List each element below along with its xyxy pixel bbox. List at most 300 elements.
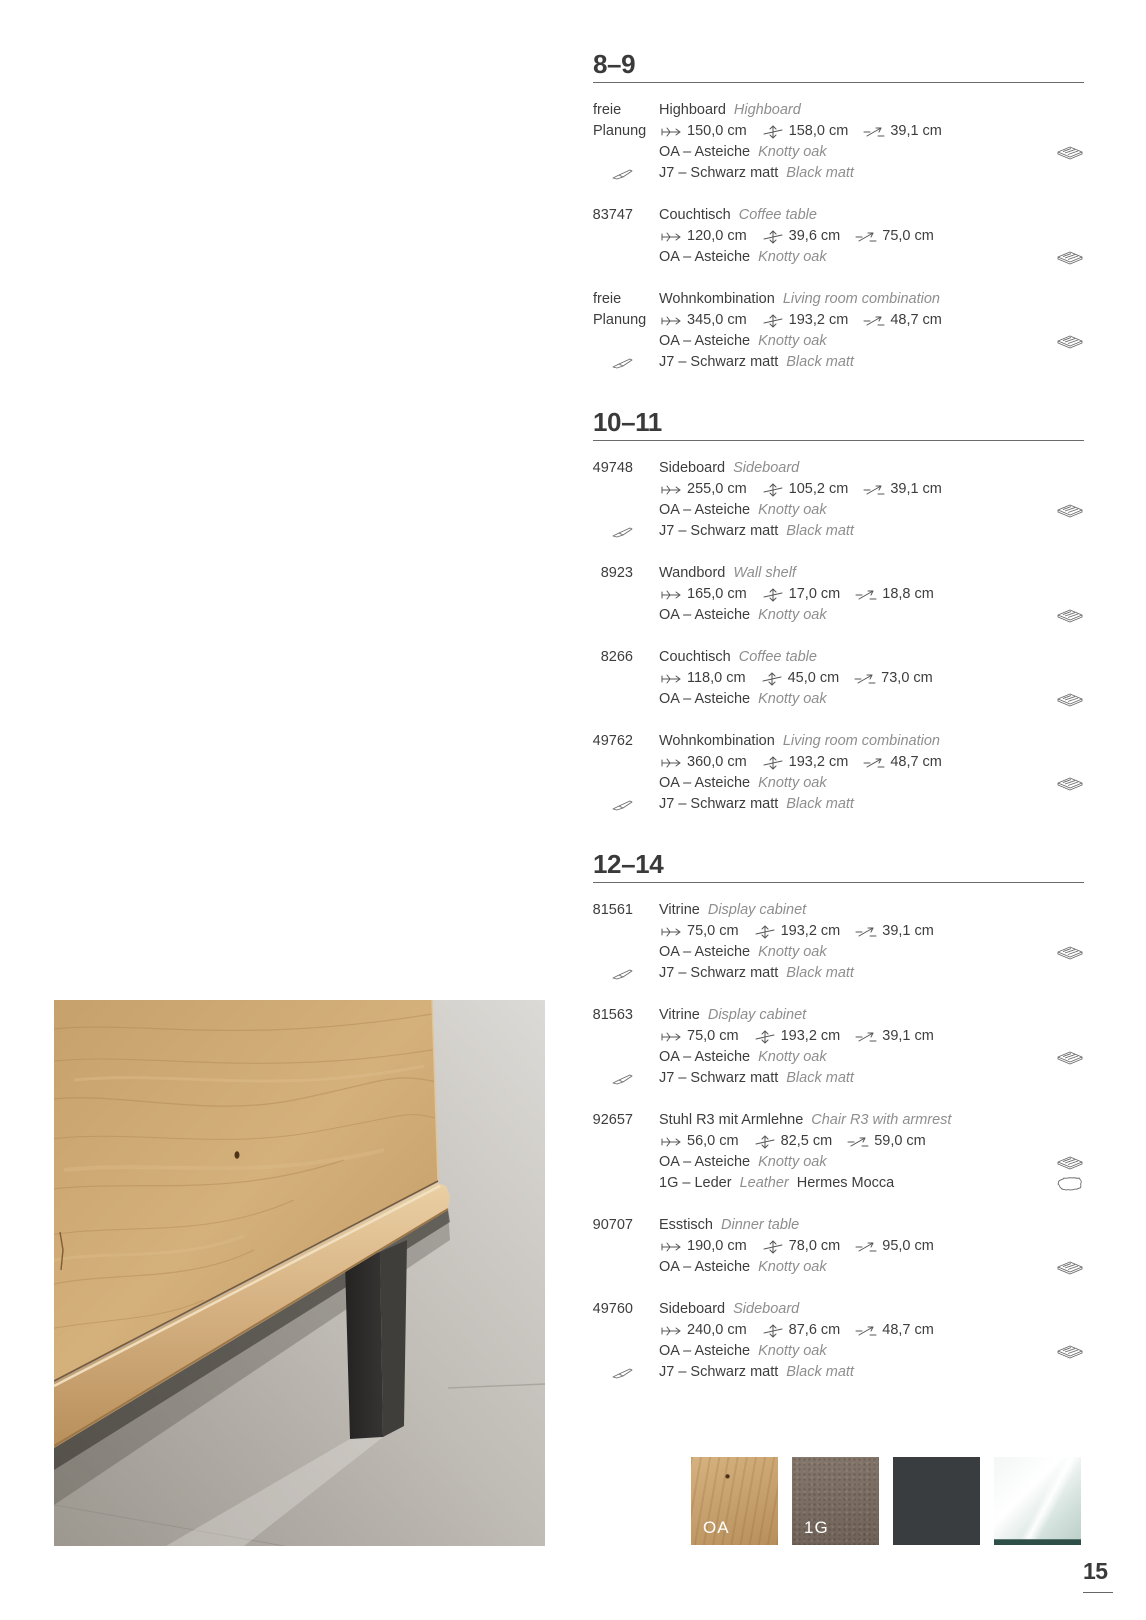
product-name-en: Display cabinet — [707, 1007, 807, 1023]
main-cell — [659, 963, 1054, 984]
icon-cell — [1054, 794, 1084, 815]
material-label-en: Knotty oak — [758, 333, 827, 349]
code-cell — [593, 647, 659, 668]
product-name-en: Coffee table — [738, 649, 817, 665]
icon-cell — [1054, 1299, 1084, 1320]
height-icon — [761, 230, 787, 244]
material-row — [593, 605, 1084, 626]
product-code: 83747 — [592, 207, 633, 223]
code-cell — [593, 689, 659, 710]
width-icon — [659, 1240, 685, 1254]
dimension — [761, 1236, 841, 1257]
material-label-en: Knotty oak — [758, 1259, 827, 1275]
dimension-value: 75,0 cm — [687, 1028, 739, 1044]
name-row — [593, 563, 1084, 584]
material-label: J7 – Schwarz matt — [659, 354, 779, 370]
catalog-section — [593, 404, 1084, 815]
dimension-value: 56,0 cm — [687, 1133, 739, 1149]
main-cell — [659, 500, 1054, 521]
swatch-glass — [994, 1457, 1081, 1545]
icon-cell — [1054, 121, 1084, 142]
dimensions-row — [593, 1236, 1084, 1257]
code-cell — [593, 794, 659, 815]
icon-cell — [1054, 1131, 1084, 1152]
code-cell — [593, 352, 659, 373]
swatch-label: OA — [703, 1518, 730, 1537]
icon-cell — [1054, 1026, 1084, 1047]
code-cell — [593, 1215, 659, 1236]
product-entry — [593, 563, 1084, 626]
material-label-en: Knotty oak — [758, 144, 827, 160]
swatch-knotty-oak — [691, 1457, 778, 1545]
dimension — [854, 1026, 934, 1047]
icon-cell — [1054, 752, 1084, 773]
lacquer-icon — [611, 168, 633, 180]
code-cell — [593, 479, 659, 500]
code-cell — [593, 942, 659, 963]
product-list — [593, 458, 1084, 815]
dimension — [659, 310, 747, 331]
wood-icon — [1056, 250, 1084, 266]
main-cell — [659, 668, 1054, 689]
swatch-black-matt — [893, 1457, 980, 1545]
dimension-value: 118,0 cm — [687, 670, 746, 686]
dimension-value: 120,0 cm — [687, 228, 747, 244]
section-heading: 12–14 — [593, 846, 1084, 883]
dimension-value: 193,2 cm — [788, 312, 849, 328]
icon-cell — [1054, 584, 1084, 605]
icon-cell — [1054, 100, 1084, 121]
dimension-value: 87,6 cm — [788, 1322, 841, 1338]
product-name: Wohnkombination — [659, 733, 775, 749]
material-label: OA – Asteiche — [659, 502, 751, 518]
page-number: 15 — [1083, 1556, 1113, 1593]
catalog-section — [593, 46, 1084, 373]
product-entry — [593, 100, 1084, 184]
name-row — [593, 1299, 1084, 1320]
dimension-value: 193,2 cm — [788, 754, 849, 770]
icon-cell — [1054, 1215, 1084, 1236]
icon-cell — [1054, 310, 1084, 331]
main-cell — [659, 352, 1054, 373]
icon-cell — [1054, 1236, 1084, 1257]
main-cell — [659, 1341, 1054, 1362]
material-row — [593, 794, 1084, 815]
code-cell — [593, 1026, 659, 1047]
dimension-value: 78,0 cm — [788, 1238, 841, 1254]
material-label-en: Knotty oak — [758, 502, 827, 518]
code-cell — [593, 247, 659, 268]
material-label: J7 – Schwarz matt — [659, 796, 779, 812]
material-label-en: Knotty oak — [758, 1049, 827, 1065]
code-cell — [593, 521, 659, 542]
width-icon — [659, 756, 685, 770]
dimensions-row — [593, 1320, 1084, 1341]
main-cell — [659, 647, 1054, 668]
code-cell — [593, 900, 659, 921]
code-cell — [593, 1320, 659, 1341]
icon-cell — [1054, 1257, 1084, 1278]
product-name-en: Highboard — [733, 102, 801, 118]
icon-cell — [1054, 331, 1084, 352]
product-code: 49762 — [592, 733, 633, 749]
icon-cell — [1054, 1005, 1084, 1026]
depth-icon — [862, 756, 888, 770]
main-cell — [659, 458, 1054, 479]
product-code: 81563 — [592, 1007, 633, 1023]
depth-icon — [854, 588, 880, 602]
dimension — [753, 1131, 833, 1152]
material-row — [593, 689, 1084, 710]
material-row — [593, 331, 1084, 352]
dimensions-row — [593, 226, 1084, 247]
icon-cell — [1054, 921, 1084, 942]
code-cell — [593, 1005, 659, 1026]
code-cell — [593, 1257, 659, 1278]
product-name: Esstisch — [659, 1217, 713, 1233]
dimension — [854, 584, 934, 605]
product-name: Sideboard — [659, 460, 726, 476]
code-cell — [593, 1362, 659, 1383]
main-cell — [659, 584, 1054, 605]
dimension — [659, 121, 747, 142]
material-label-en: Knotty oak — [758, 1343, 827, 1359]
main-cell — [659, 1236, 1054, 1257]
material-swatches — [691, 1457, 1081, 1545]
height-icon — [753, 1135, 779, 1149]
dimension-value: 39,1 cm — [890, 123, 942, 139]
main-cell — [659, 773, 1054, 794]
name-row — [593, 1110, 1084, 1131]
dimension-value: 193,2 cm — [780, 923, 841, 939]
dimension-value: 73,0 cm — [881, 670, 933, 686]
dimension — [753, 921, 841, 942]
material-label-en: Knotty oak — [758, 944, 827, 960]
product-name-en: Living room combination — [782, 291, 940, 307]
main-cell — [659, 1152, 1054, 1173]
main-cell — [659, 521, 1054, 542]
material-row — [593, 163, 1084, 184]
icon-cell — [1054, 1047, 1084, 1068]
dimensions-row — [593, 310, 1084, 331]
icon-cell — [1054, 458, 1084, 479]
lacquer-icon — [611, 799, 633, 811]
code-cell — [593, 310, 659, 331]
product-entry — [593, 1005, 1084, 1089]
wood-icon — [1056, 503, 1084, 519]
product-name: Couchtisch — [659, 207, 731, 223]
code-cell — [593, 1131, 659, 1152]
main-cell — [659, 563, 1054, 584]
dimension — [659, 226, 747, 247]
dimension-value: 39,1 cm — [890, 481, 942, 497]
material-label-en: Black matt — [786, 1364, 854, 1380]
cabinet-leg — [345, 1240, 407, 1439]
sideboard-leg-detail-image — [54, 1000, 545, 1546]
dimensions-row — [593, 479, 1084, 500]
code-cell — [593, 1068, 659, 1089]
product-entry — [593, 1215, 1084, 1278]
code-cell — [593, 752, 659, 773]
dimension-value: 39,1 cm — [882, 1028, 934, 1044]
main-cell — [659, 942, 1054, 963]
dimension — [854, 226, 934, 247]
icon-cell — [1054, 1068, 1084, 1089]
main-cell — [659, 752, 1054, 773]
dimension — [853, 668, 933, 689]
dimension-value: 165,0 cm — [687, 586, 747, 602]
main-cell — [659, 1026, 1054, 1047]
code-cell — [593, 1236, 659, 1257]
main-cell — [659, 247, 1054, 268]
product-code: 90707 — [592, 1217, 633, 1233]
main-cell — [659, 731, 1054, 752]
material-label: OA – Asteiche — [659, 1259, 751, 1275]
dimension-value: 105,2 cm — [788, 481, 849, 497]
product-list — [593, 900, 1084, 1383]
main-cell — [659, 794, 1054, 815]
height-icon — [760, 672, 786, 686]
dimension-value: 360,0 cm — [687, 754, 747, 770]
material-label-en: Knotty oak — [758, 691, 827, 707]
main-cell — [659, 1173, 1054, 1194]
icon-cell — [1054, 352, 1084, 373]
name-row — [593, 205, 1084, 226]
icon-cell — [1054, 689, 1084, 710]
code-cell — [593, 121, 659, 142]
icon-cell — [1054, 289, 1084, 310]
product-entry — [593, 731, 1084, 815]
icon-cell — [1054, 479, 1084, 500]
width-icon — [659, 314, 685, 328]
dimension — [659, 584, 747, 605]
code-cell — [593, 205, 659, 226]
dimension — [862, 310, 942, 331]
material-row — [593, 1257, 1084, 1278]
material-label-en: Black matt — [786, 965, 854, 981]
material-row — [593, 1341, 1084, 1362]
main-cell — [659, 1215, 1054, 1236]
width-icon — [659, 925, 685, 939]
dimension-value: 255,0 cm — [687, 481, 747, 497]
dimensions-row — [593, 121, 1084, 142]
material-label: J7 – Schwarz matt — [659, 165, 779, 181]
lacquer-icon — [611, 1073, 633, 1085]
product-name-en: Sideboard — [733, 1301, 800, 1317]
name-row — [593, 1005, 1084, 1026]
product-code: Planung — [593, 312, 647, 328]
material-label-en: Black matt — [786, 523, 854, 539]
dimension-value: 82,5 cm — [780, 1133, 833, 1149]
material-label-en: Knotty oak — [758, 1154, 827, 1170]
width-icon — [659, 672, 685, 686]
code-cell — [593, 1047, 659, 1068]
dimensions-row — [593, 921, 1084, 942]
code-cell — [593, 921, 659, 942]
main-cell — [659, 205, 1054, 226]
material-label-en: Black matt — [786, 354, 854, 370]
wood-icon — [1056, 1155, 1084, 1171]
material-row — [593, 352, 1084, 373]
dimension — [659, 1026, 739, 1047]
code-cell — [593, 605, 659, 626]
material-label: J7 – Schwarz matt — [659, 965, 779, 981]
height-icon — [761, 588, 787, 602]
product-code: 49748 — [592, 460, 633, 476]
product-name-en: Chair R3 with armrest — [811, 1112, 952, 1128]
depth-icon — [846, 1135, 872, 1149]
dimension — [761, 752, 849, 773]
code-cell — [593, 500, 659, 521]
material-label: OA – Asteiche — [659, 1154, 751, 1170]
material-row — [593, 1068, 1084, 1089]
code-cell — [593, 584, 659, 605]
material-label-en: Leather — [739, 1175, 789, 1191]
code-cell — [593, 1173, 659, 1194]
code-cell — [593, 289, 659, 310]
lacquer-icon — [611, 526, 633, 538]
name-row — [593, 458, 1084, 479]
material-row — [593, 963, 1084, 984]
icon-cell — [1054, 1173, 1084, 1194]
dimension — [854, 1320, 934, 1341]
product-name: Highboard — [659, 102, 726, 118]
dimensions-row — [593, 752, 1084, 773]
dimension-value: 45,0 cm — [787, 670, 840, 686]
depth-icon — [853, 672, 879, 686]
dimension-value: 48,7 cm — [890, 754, 942, 770]
material-label-en: Knotty oak — [758, 775, 827, 791]
main-cell — [659, 142, 1054, 163]
product-list — [593, 100, 1084, 373]
main-cell — [659, 100, 1054, 121]
main-cell — [659, 1299, 1054, 1320]
depth-icon — [854, 230, 880, 244]
dimension-value: 39,6 cm — [788, 228, 841, 244]
code-cell — [593, 226, 659, 247]
icon-cell — [1054, 963, 1084, 984]
material-row — [593, 142, 1084, 163]
product-code: freie — [593, 291, 622, 307]
depth-icon — [854, 925, 880, 939]
wood-icon — [1056, 145, 1084, 161]
width-icon — [659, 1324, 685, 1338]
swatch-leather — [792, 1457, 879, 1545]
main-cell — [659, 1005, 1054, 1026]
name-row — [593, 289, 1084, 310]
dimension-value: 17,0 cm — [788, 586, 841, 602]
height-icon — [761, 1324, 787, 1338]
icon-cell — [1054, 521, 1084, 542]
main-cell — [659, 163, 1054, 184]
material-label: OA – Asteiche — [659, 944, 751, 960]
material-label: OA – Asteiche — [659, 775, 751, 791]
product-code: 8266 — [600, 649, 633, 665]
icon-cell — [1054, 247, 1084, 268]
main-cell — [659, 1320, 1054, 1341]
icon-cell — [1054, 500, 1084, 521]
lacquer-icon — [611, 968, 633, 980]
icon-cell — [1054, 900, 1084, 921]
main-cell — [659, 331, 1054, 352]
dimensions-row — [593, 668, 1084, 689]
height-icon — [761, 314, 787, 328]
dimension — [854, 1236, 934, 1257]
main-cell — [659, 1068, 1054, 1089]
wood-icon — [1056, 1260, 1084, 1276]
depth-icon — [862, 125, 888, 139]
product-name: Wandbord — [659, 565, 726, 581]
material-label: OA – Asteiche — [659, 691, 751, 707]
icon-cell — [1054, 205, 1084, 226]
material-row — [593, 1362, 1084, 1383]
code-cell — [593, 1110, 659, 1131]
height-icon — [761, 1240, 787, 1254]
material-label-en: Black matt — [786, 796, 854, 812]
material-label-en: Knotty oak — [758, 249, 827, 265]
product-name-en: Coffee table — [738, 207, 817, 223]
material-row — [593, 1152, 1084, 1173]
icon-cell — [1054, 773, 1084, 794]
width-icon — [659, 588, 685, 602]
product-name: Sideboard — [659, 1301, 726, 1317]
catalog-section — [593, 846, 1084, 1383]
dimension-value: 18,8 cm — [882, 586, 934, 602]
icon-cell — [1054, 668, 1084, 689]
main-cell — [659, 921, 1054, 942]
wood-icon — [1056, 1050, 1084, 1066]
dimension — [659, 921, 739, 942]
material-row — [593, 521, 1084, 542]
main-cell — [659, 1257, 1054, 1278]
material-row — [593, 773, 1084, 794]
code-cell — [593, 1341, 659, 1362]
material-label-en: Knotty oak — [758, 607, 827, 623]
dimension — [846, 1131, 926, 1152]
dimensions-row — [593, 584, 1084, 605]
name-row — [593, 900, 1084, 921]
product-entry — [593, 1299, 1084, 1383]
height-icon — [761, 125, 787, 139]
dimension-value: 158,0 cm — [788, 123, 849, 139]
name-row — [593, 100, 1084, 121]
material-label: J7 – Schwarz matt — [659, 523, 779, 539]
code-cell — [593, 773, 659, 794]
main-cell — [659, 479, 1054, 500]
product-name-en: Sideboard — [733, 460, 800, 476]
code-cell — [593, 668, 659, 689]
main-cell — [659, 1047, 1054, 1068]
material-label: 1G – Leder — [659, 1175, 732, 1191]
product-code: 49760 — [592, 1301, 633, 1317]
material-row — [593, 1173, 1084, 1194]
icon-cell — [1054, 163, 1084, 184]
product-name-en: Dinner table — [721, 1217, 800, 1233]
section-heading: 10–11 — [593, 404, 1084, 441]
main-cell — [659, 1362, 1054, 1383]
dimensions-row — [593, 1131, 1084, 1152]
leather-icon — [1056, 1175, 1084, 1193]
swatch-label: 1G — [804, 1518, 829, 1537]
depth-icon — [854, 1030, 880, 1044]
dimension-value: 193,2 cm — [780, 1028, 841, 1044]
dimension-value: 95,0 cm — [882, 1238, 934, 1254]
main-cell — [659, 121, 1054, 142]
material-label: J7 – Schwarz matt — [659, 1364, 779, 1380]
dimensions-row — [593, 1026, 1084, 1047]
main-cell — [659, 310, 1054, 331]
icon-cell — [1054, 1152, 1084, 1173]
